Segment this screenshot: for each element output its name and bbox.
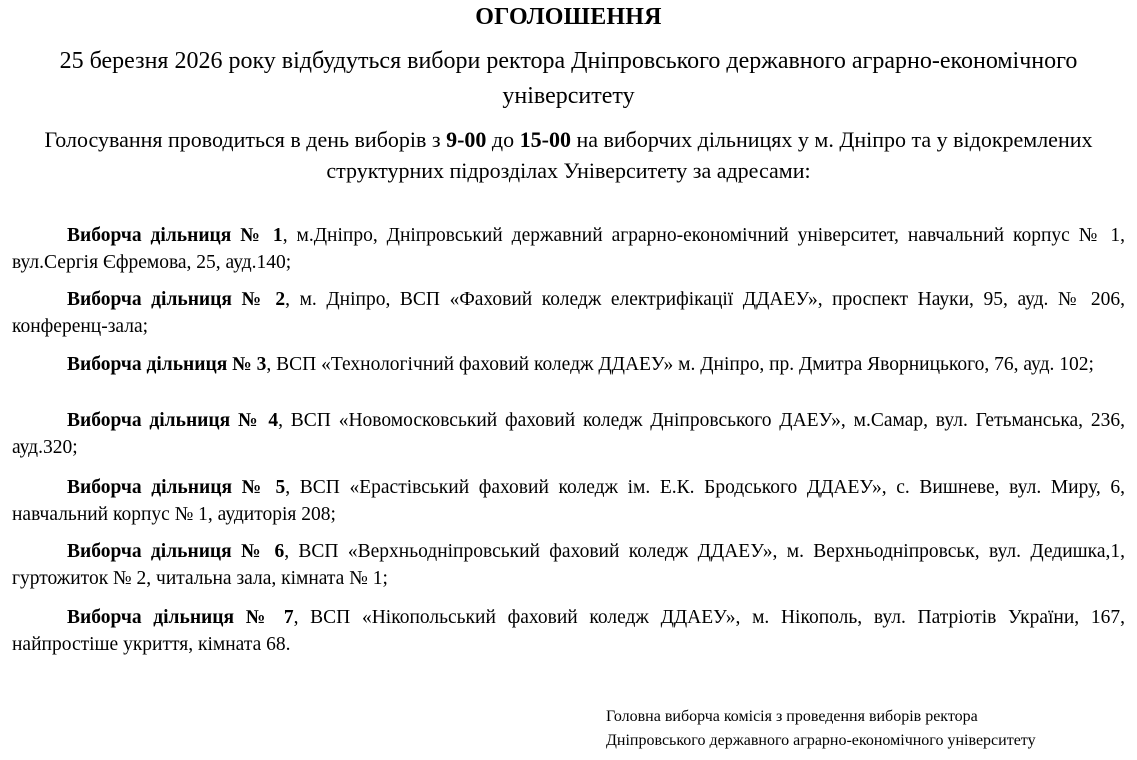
polling-station-label: Виборча дільниця № 3 — [67, 354, 267, 375]
voting-prefix: Голосування проводиться в день виборів з — [44, 127, 447, 152]
election-announcement: 25 березня 2026 року відбудуться вибори ректора Дніпровського державного аграрно-економічного університету — [59, 48, 1078, 109]
polling-station-3 — [12, 351, 1125, 378]
polling-station-label: Виборча дільниця № 4 — [67, 410, 279, 431]
polling-station-6 — [12, 538, 1125, 592]
polling-station-5 — [12, 474, 1125, 528]
polling-station-label: Виборча дільниця № 6 — [67, 541, 285, 562]
voting-middle: до — [486, 127, 520, 152]
voting-start-time: 9-00 — [446, 127, 487, 152]
polling-station-label: Виборча дільниця № 5 — [67, 477, 286, 498]
polling-station-1 — [12, 222, 1125, 276]
document-title: ОГОЛОШЕННЯ — [475, 4, 662, 30]
polling-station-address: , м. Дніпро, ВСП «Фаховий коледж електрифікації ДДАЕУ», проспект Науки, 95, ауд. № 206, конференц-зала; — [12, 289, 1125, 337]
polling-station-address: , ВСП «Верхньодніпровський фаховий коледж ДДАЕУ», м. Верхньодніпровськ, вул. Дедишка,1, гуртожиток № 2, читальна зала, кімната № 1; — [12, 541, 1126, 589]
polling-station-address: , ВСП «Нікопольський фаховий коледж ДДАЕУ», м. Нікополь, вул. Патріотів України, 167, найпростіше укриття, кімната 68. — [12, 607, 1125, 655]
polling-station-address: , ВСП «Ерастівський фаховий коледж ім. Е.К. Бродського ДДАЕУ», с. Вишневе, вул. Миру, 6, навчальний корпус № 1, аудиторія 208; — [12, 477, 1125, 525]
polling-station-label: Виборча дільниця № 1 — [67, 225, 283, 246]
signature-line-2: Дніпровського державного аграрно-економічного університету — [606, 732, 1036, 749]
polling-station-2 — [12, 286, 1125, 340]
polling-station-address: , м.Дніпро, Дніпровський державний аграрно-економічний університет, навчальний корпус № 1, вул.Сергія Єфремова, 25, ауд.140; — [12, 225, 1126, 273]
polling-station-7 — [12, 604, 1125, 658]
signature-line-1: Головна виборча комісія з проведення виборів ректора — [606, 708, 978, 725]
voting-end-time: 15-00 — [519, 127, 571, 152]
polling-station-label: Виборча дільниця № 2 — [67, 289, 286, 310]
polling-station-4 — [12, 407, 1125, 461]
polling-station-address: , ВСП «Новомосковський фаховий коледж Дніпровського ДАЕУ», м.Самар, вул. Гетьманська, 236, ауд.320; — [12, 410, 1125, 458]
voting-hours-text — [12, 124, 1125, 186]
voting-suffix: на виборчих дільницях у м. Дніпро та у відокремлених структурних підрозділах Університету за адресами: — [326, 127, 1093, 183]
polling-station-address: , ВСП «Технологічний фаховий коледж ДДАЕУ» м. Дніпро, пр. Дмитра Яворницького, 76, ауд. 102; — [266, 354, 1094, 375]
polling-station-label: Виборча дільниця № 7 — [67, 607, 294, 628]
commission-signature — [606, 705, 1126, 753]
